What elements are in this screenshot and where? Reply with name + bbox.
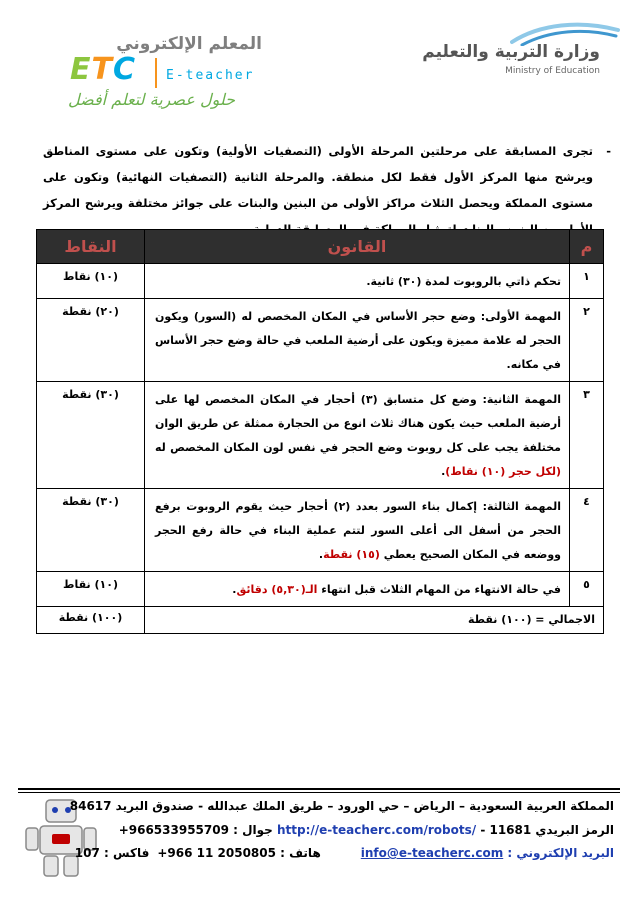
- bullet-dash: -: [606, 144, 611, 158]
- table-row: [37, 382, 604, 489]
- row-law-emphasis: الـ(٥,٣٠) دقائق: [236, 583, 318, 596]
- row-law-emphasis: (لكل حجر (١٠) نقاط): [445, 465, 561, 478]
- footer-contact-line: [75, 846, 614, 860]
- row-law: في حالة الانتهاء من المهام الثلاث قبل انتهاء الـ(٥,٣٠) دقائق.: [145, 572, 570, 607]
- row-law: المهمة الأولى: وضع حجر الأساس في المكان المخصص له (السور) ويكون الحجر له علامة مميزة ويكون على أرضية الملعب في حالة وضع حجر الأساس في مكانه.: [145, 299, 570, 382]
- footer-address: [70, 799, 614, 813]
- etc-logo-arabic: المعلم الإلكتروني: [116, 34, 262, 54]
- row-points: (٣٠) نقطة: [37, 489, 145, 572]
- total-points: (١٠٠) نقطة: [37, 607, 145, 634]
- table-total-row: [37, 607, 604, 634]
- row-law: تحكم ذاتي بالروبوت لمدة (٣٠) ثانية.: [145, 264, 570, 299]
- total-label: الاجمالي = (١٠٠) نقطة: [145, 607, 604, 634]
- row-points: (١٠) نقاط: [37, 572, 145, 607]
- row-law: المهمة الثانية: وضع كل متسابق (٣) أحجار في المكان المخصص لها على أرضية الملعب حيث يكون هناك ثلاث انوع من الحجارة ممثلة عن طريق الوان مختلفة يجب على كل روبوت وضع الحجر في نفس لون المكان المخصص له (لكل حجر (١٠) نقاط).: [145, 382, 570, 489]
- etc-logo-mark: ETC: [70, 52, 136, 87]
- ministry-name-english: Ministry of Education: [505, 66, 600, 76]
- rules-table: [36, 229, 604, 634]
- header-num: م: [570, 230, 604, 264]
- phone-label: هاتف :: [275, 846, 321, 860]
- footer-postal-line: [119, 823, 614, 837]
- table-row: [37, 264, 604, 299]
- table-row: [37, 489, 604, 572]
- footer-divider: [18, 788, 620, 790]
- etc-logo-block: [62, 28, 262, 118]
- intro-paragraph: [43, 138, 611, 242]
- fax-label: فاكس :: [99, 846, 150, 860]
- table-row: [37, 572, 604, 607]
- fax-number: 107: [74, 846, 100, 860]
- row-points: (١٠) نقاط: [37, 264, 145, 299]
- row-points: (٢٠) نقطة: [37, 299, 145, 382]
- etc-slogan: حلول عصرية لتعلم أفضل: [68, 90, 236, 109]
- email-label: البريد الإلكتروني :: [503, 846, 614, 860]
- mobile-number: +966533955709: [118, 823, 229, 837]
- row-law-emphasis: (١٥) نقطة: [323, 548, 380, 561]
- header-points: النقاط: [37, 230, 145, 264]
- email-link[interactable]: info@e-teacherc.com: [360, 846, 504, 860]
- intro-text: تجرى المسابقة على مرحلتين المرحلة الأولى (التصفيات الأولية) وتكون على مستوى المناطق ويرشح منها المركز الأول فقط لكل منطقة. والمرحلة الثانية (التصفيات النهائية) وتكون على مستوى المملكة ويحصل الثلاث مراكز الأولى من البنين والبنات على جوائز مختلفة ويرشح المركز: [43, 144, 593, 210]
- etc-logo-divider: [155, 58, 157, 88]
- table-header-row: [37, 230, 604, 264]
- row-number: ٤: [570, 489, 604, 572]
- ministry-name-arabic: وزارة التربية والتعليم: [422, 42, 600, 62]
- header-law: القانون: [145, 230, 570, 264]
- postal-code: الرمز البريدي 11681 -: [476, 823, 614, 837]
- row-law: المهمة الثالثة: إكمال بناء السور بعدد (٢) أحجار حيث يقوم الروبوت برفع الحجر من أسفل الى أعلى السور لتتم عملية البناء في حالة رفع الحجر ووضعه في المكان الصحيح يعطي (١٥) نقطة.: [145, 489, 570, 572]
- ministry-logo-block: [422, 20, 620, 115]
- website-link[interactable]: http://e-teacherc.com/robots/: [276, 823, 477, 837]
- row-number: ١: [570, 264, 604, 299]
- mobile-label: جوال :: [228, 823, 277, 837]
- row-number: ٣: [570, 382, 604, 489]
- table-row: [37, 299, 604, 382]
- row-points: (٣٠) نقطة: [37, 382, 145, 489]
- footer-divider-thin: [18, 792, 620, 793]
- row-number: ٥: [570, 572, 604, 607]
- phone-number: 2050805 11 966+: [157, 846, 276, 860]
- row-number: ٢: [570, 299, 604, 382]
- etc-logo-english: E-teacher: [166, 68, 255, 83]
- address-text: المملكة العربية السعودية – الرياض – حي الورود – طريق الملك عبدالله - صندوق البريد 84617: [69, 799, 614, 813]
